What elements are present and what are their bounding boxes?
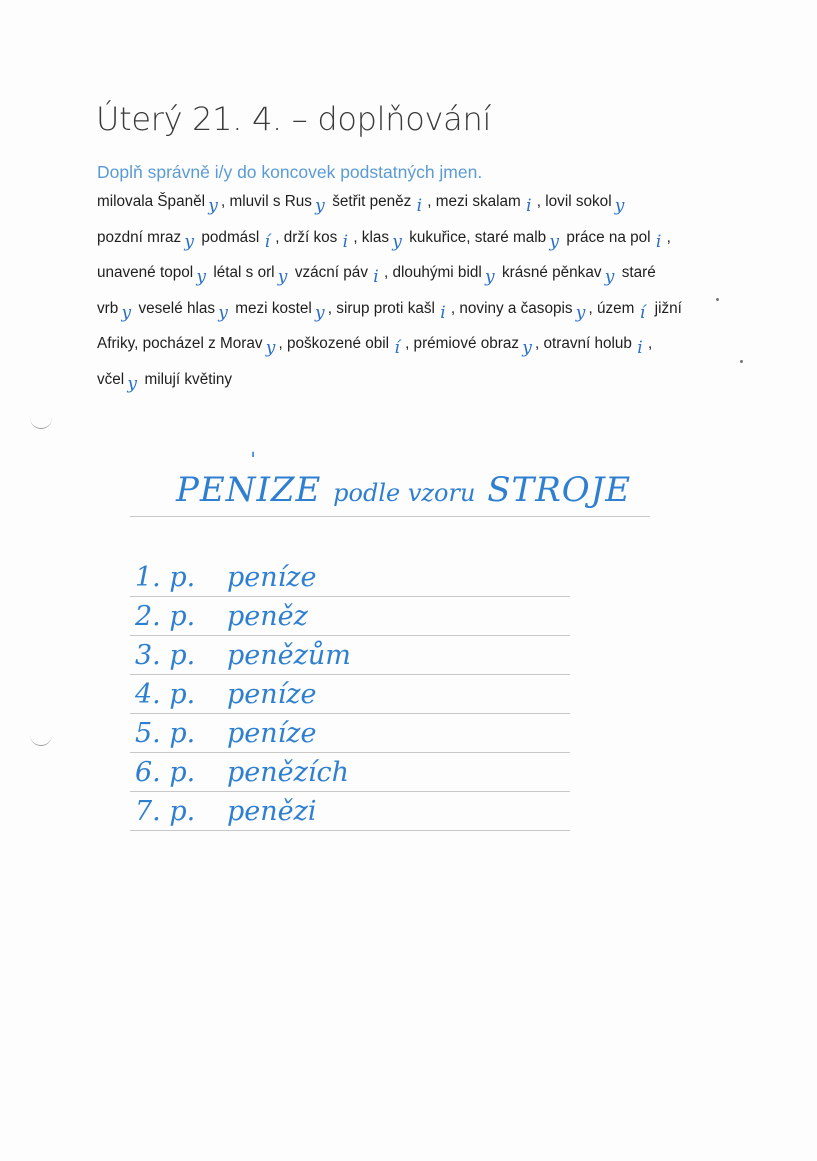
handwritten-letter: y (277, 267, 288, 287)
page-title: Úterý 21. 4. – doplňování (96, 100, 492, 138)
handwritten-letter: i (416, 196, 422, 216)
typed-text: , drží kos (275, 228, 338, 246)
heading-subtitle: podle vzoru (333, 479, 476, 507)
handwritten-letter: i (637, 338, 643, 358)
typed-text: , prémiové obraz (405, 335, 519, 352)
typed-text: práce na pol (562, 228, 651, 246)
declension-row (135, 679, 317, 710)
typed-text: veselé hlas (134, 299, 216, 317)
handwritten-letter: y (121, 302, 132, 323)
typed-text: létal s orl (209, 264, 275, 281)
typed-text: , otravní holub (535, 335, 632, 352)
case-number: 2. p. (135, 601, 196, 632)
punch-hole-mark (30, 735, 52, 746)
typed-text: šetřit peněz (327, 193, 412, 210)
typed-text: mezi kostel (231, 299, 312, 317)
task-instruction: Doplň správně i/y do koncovek podstatných jmen. (97, 162, 483, 182)
case-form: peníze (227, 718, 317, 749)
declension-row (135, 718, 317, 749)
typed-text: , mezi skalam (427, 193, 521, 210)
typed-text: , poškozené obil (278, 335, 390, 352)
typed-text: , sirup proti kašl (327, 299, 435, 317)
handwritten-heading (176, 450, 632, 510)
handwritten-letter: y (484, 267, 495, 287)
typed-text: , dlouhými bidl (383, 264, 482, 281)
handwritten-letter: y (575, 302, 586, 323)
case-form: peníze (227, 679, 317, 710)
exercise-line (97, 328, 737, 364)
typed-text: milují květiny (140, 370, 233, 388)
heading-accent: ˈ (250, 450, 258, 475)
ruled-line (130, 791, 570, 792)
handwritten-letter: í (394, 338, 400, 358)
heading-pattern: STROJE (487, 470, 632, 510)
handwritten-letter: y (196, 267, 206, 287)
ruled-line (130, 752, 570, 753)
handwritten-letter: y (614, 196, 625, 216)
typed-text: vrb (97, 299, 119, 317)
typed-text: včel (97, 370, 125, 388)
handwritten-letter: y (208, 196, 218, 216)
declension-row (135, 601, 308, 632)
case-form: penězích (227, 757, 350, 788)
exercise-line (97, 186, 737, 222)
handwritten-letter: i (526, 196, 532, 216)
handwritten-letter: y (315, 196, 325, 216)
typed-text: unavené topol (97, 264, 194, 281)
case-number: 5. p. (135, 718, 196, 749)
handwritten-letter: y (549, 231, 559, 252)
typed-text: staré (617, 264, 656, 281)
case-form: peněz (227, 601, 308, 632)
declension-row (135, 562, 317, 593)
handwritten-letter: y (392, 231, 402, 252)
handwritten-letter: y (314, 302, 325, 323)
case-form: penězům (227, 640, 351, 671)
typed-text: krásné pěnkav (497, 264, 602, 281)
exercise-line (97, 293, 737, 329)
heading-word: PENIZE (176, 470, 322, 510)
case-number: 3. p. (135, 640, 196, 671)
typed-text: , (666, 228, 671, 246)
exercise-text (97, 186, 737, 399)
handwritten-letter: y (184, 231, 194, 252)
typed-text: , lovil sokol (536, 193, 612, 210)
typed-text: kukuřice, staré malb (405, 228, 547, 246)
scan-speck (716, 298, 719, 301)
typed-text: pozdní mraz (97, 228, 182, 246)
punch-hole-mark (30, 418, 52, 429)
ruled-line (130, 596, 570, 597)
ruled-line (130, 830, 570, 831)
case-number: 1. p. (135, 562, 196, 593)
handwritten-letter: y (522, 338, 532, 358)
ruled-line (130, 516, 650, 517)
handwritten-letter: í (639, 302, 646, 323)
handwritten-letter: y (218, 302, 228, 323)
ruled-line (130, 635, 570, 636)
declension-row (135, 757, 349, 788)
ruled-line (130, 713, 570, 714)
typed-text: , noviny a časopis (450, 299, 573, 317)
exercise-line (97, 222, 737, 258)
exercise-line (97, 364, 737, 400)
exercise-line (97, 257, 737, 293)
handwritten-letter: i (373, 267, 379, 287)
handwritten-letter: í (264, 231, 270, 252)
typed-text: , klas (353, 228, 390, 246)
ruled-line (130, 674, 570, 675)
scan-speck (740, 360, 743, 363)
handwritten-letter: i (440, 302, 446, 323)
typed-text: , mluvil s Rus (221, 193, 312, 210)
handwritten-letter: i (342, 231, 349, 252)
handwritten-letter: y (604, 267, 615, 287)
case-form: peníze (227, 562, 317, 593)
case-number: 7. p. (135, 796, 196, 827)
typed-text: podmásl (197, 228, 260, 246)
declension-row (135, 640, 351, 671)
typed-text: Afriky, pocházel z Morav (97, 335, 263, 352)
case-number: 6. p. (135, 757, 196, 788)
handwritten-letter: y (265, 338, 276, 358)
case-number: 4. p. (135, 679, 196, 710)
handwritten-letter: i (655, 231, 662, 252)
handwritten-letter: y (127, 373, 137, 394)
typed-text: vzácní páv (290, 264, 368, 281)
typed-text: jižní (650, 299, 682, 317)
case-form: penězi (227, 796, 317, 827)
typed-text: milovala Španěl (97, 193, 205, 210)
typed-text: , územ (588, 299, 635, 317)
typed-text: , (647, 335, 653, 352)
declension-row (135, 796, 317, 827)
